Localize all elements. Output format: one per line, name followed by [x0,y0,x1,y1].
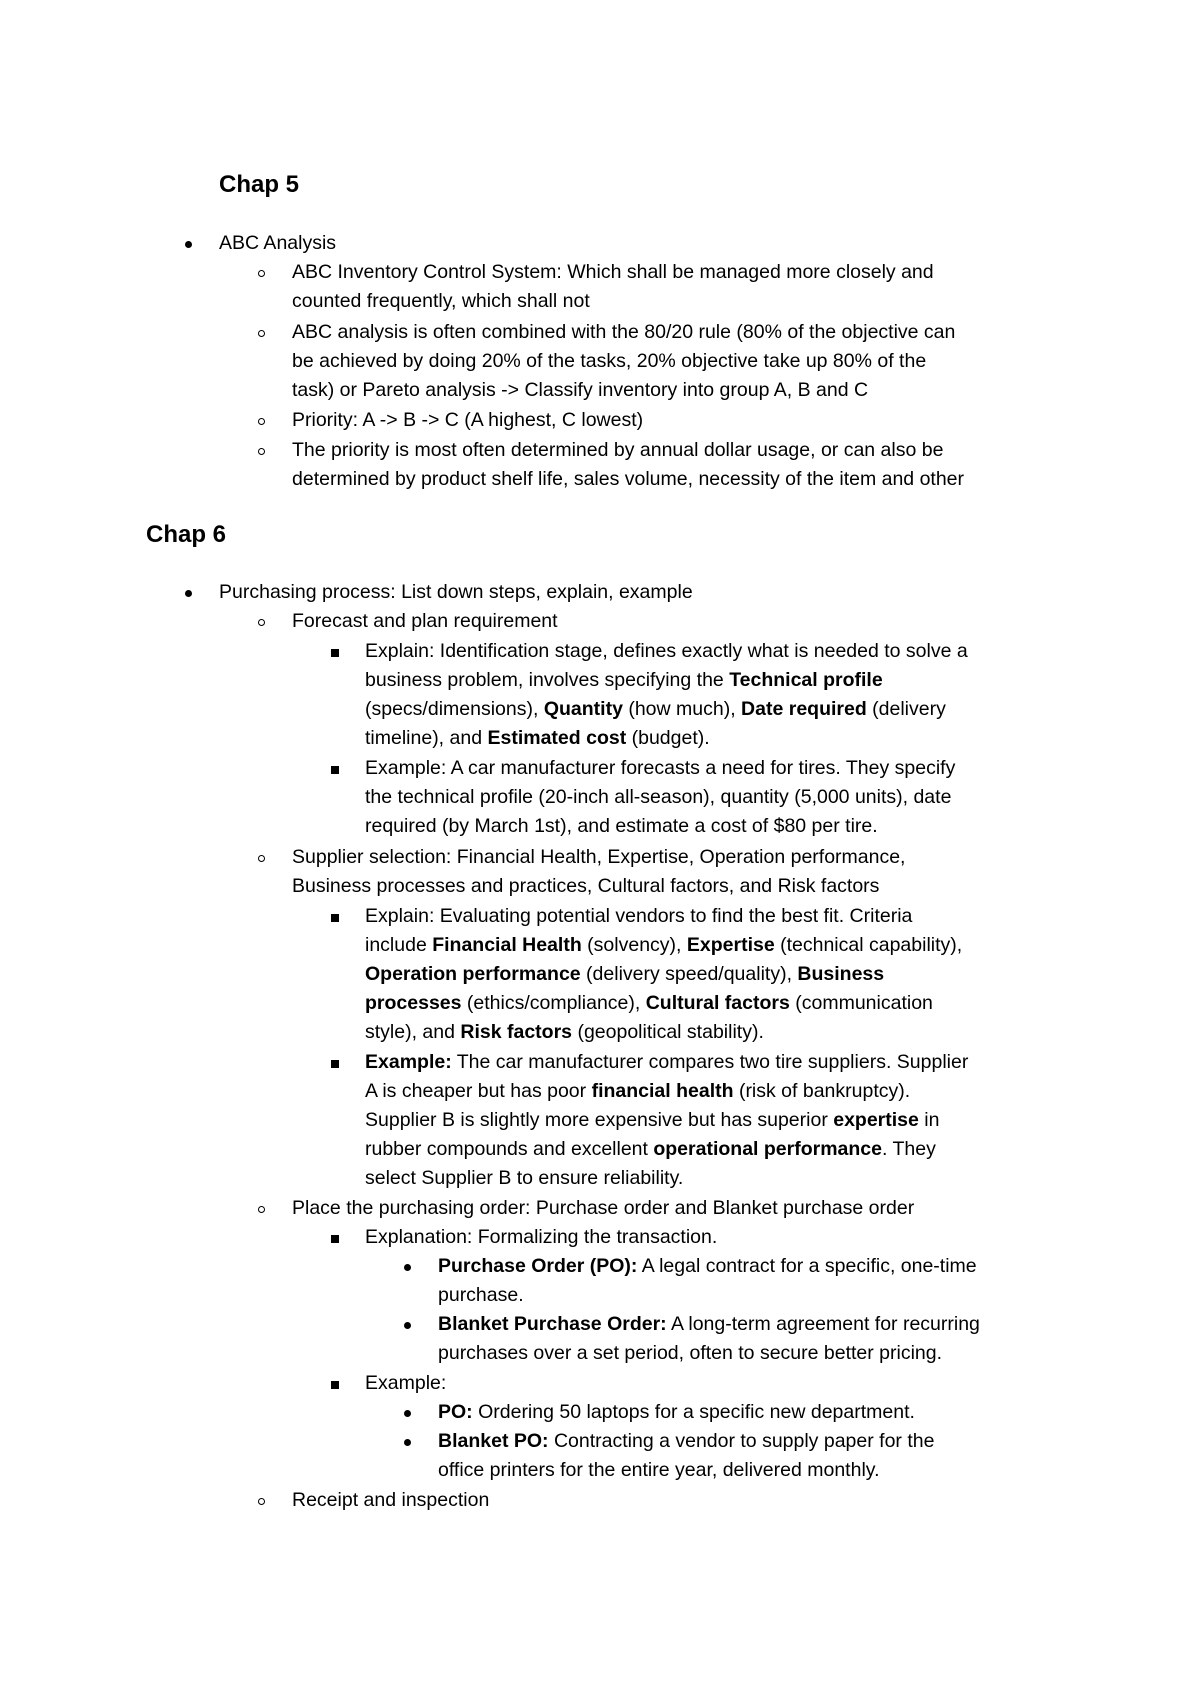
bullet-circle [258,270,265,277]
receipt-inspection: Receipt and inspection [292,1489,490,1511]
chap5-item-2-line3: task) or Pareto analysis -> Classify inventory into group A, B and C [292,379,869,401]
supplier-explain-line1: Explain: Evaluating potential vendors to find the best fit. Criteria [365,905,913,927]
bullet-disc [404,1410,411,1417]
bullet-circle [258,1498,265,1505]
chap6-heading: Chap 6 [146,521,227,548]
order-example: Example: [365,1372,447,1394]
bullet-square [331,649,339,657]
chap5-item-4-line1: The priority is most often determined by annual dollar usage, or can also be [292,439,944,461]
supplier-example-line3: Supplier B is slightly more expensive but has superior expertise in [365,1109,940,1131]
supplier-explain-line2: include Financial Health (solvency), Expertise (technical capability), [365,934,963,956]
forecast-explain-line1: Explain: Identification stage, defines exactly what is needed to solve a [365,640,968,662]
order-example-bpo-line1: Blanket PO: Contracting a vendor to supply paper for the [438,1430,935,1452]
bullet-circle [258,418,265,425]
bullet-circle [258,448,265,455]
forecast-explain-line4: timeline), and Estimated cost (budget). [365,727,710,749]
forecast-explain-line3: (specs/dimensions), Quantity (how much), Date required (delivery [365,698,946,720]
supplier-explain-line3: Operation performance (delivery speed/quality), Business [365,963,885,985]
bullet-circle [258,619,265,626]
supplier-example-line1: Example: The car manufacturer compares two tire suppliers. Supplier [365,1051,969,1073]
supplier-example-line4: rubber compounds and excellent operational performance. They [365,1138,936,1160]
bullet-disc [185,241,192,248]
chap5-heading: Chap 5 [219,171,300,198]
purchasing-process: Purchasing process: List down steps, explain, example [219,581,693,603]
order-title: Place the purchasing order: Purchase order and Blanket purchase order [292,1197,915,1219]
supplier-explain-line4: processes (ethics/compliance), Cultural factors (communication [365,992,933,1014]
bullet-circle [258,330,265,337]
bullet-square [331,1060,339,1068]
bullet-circle [258,1206,265,1213]
forecast-example-line1: Example: A car manufacturer forecasts a need for tires. They specify [365,757,956,779]
bullet-square [331,914,339,922]
bullet-square [331,1381,339,1389]
chap5-item-1-line2: counted frequently, which shall not [292,290,590,312]
bullet-disc [404,1439,411,1446]
forecast-title: Forecast and plan requirement [292,610,558,632]
supplier-title-line1: Supplier selection: Financial Health, Expertise, Operation performance, [292,846,906,868]
chap5-item-1-line1: ABC Inventory Control System: Which shall be managed more closely and [292,261,934,283]
supplier-explain-line5: style), and Risk factors (geopolitical stability). [365,1021,764,1043]
chap5-item-4-line2: determined by product shelf life, sales volume, necessity of the item and other [292,468,965,490]
order-po-line1: Purchase Order (PO): A legal contract for a specific, one-time [438,1255,977,1277]
order-po-line2: purchase. [438,1284,524,1306]
bullet-square [331,1235,339,1243]
bullet-square [331,766,339,774]
supplier-title-line2: Business processes and practices, Cultural factors, and Risk factors [292,875,880,897]
chap5-item-3: Priority: A -> B -> C (A highest, C lowest) [292,409,644,431]
order-example-bpo-line2: office printers for the entire year, delivered monthly. [438,1459,880,1481]
supplier-example-line2: A is cheaper but has poor financial health (risk of bankruptcy). [365,1080,911,1102]
order-bpo-line1: Blanket Purchase Order: A long-term agreement for recurring [438,1313,980,1335]
forecast-example-line3: required (by March 1st), and estimate a cost of $80 per tire. [365,815,878,837]
chap5-item-2-line1: ABC analysis is often combined with the 80/20 rule (80% of the objective can [292,321,956,343]
chap5-abc-analysis: ABC Analysis [219,232,337,254]
order-bpo-line2: purchases over a set period, often to secure better pricing. [438,1342,943,1364]
order-explanation: Explanation: Formalizing the transaction. [365,1226,718,1248]
bullet-circle [258,855,265,862]
forecast-explain-line2: business problem, involves specifying the Technical profile [365,669,883,691]
chap5-item-2-line2: be achieved by doing 20% of the tasks, 20% objective take up 80% of the [292,350,927,372]
forecast-example-line2: the technical profile (20-inch all-season), quantity (5,000 units), date [365,786,952,808]
bullet-disc [404,1264,411,1271]
supplier-example-line5: select Supplier B to ensure reliability. [365,1167,684,1189]
order-example-po: PO: Ordering 50 laptops for a specific new department. [438,1401,915,1423]
bullet-disc [185,590,192,597]
bullet-disc [404,1322,411,1329]
